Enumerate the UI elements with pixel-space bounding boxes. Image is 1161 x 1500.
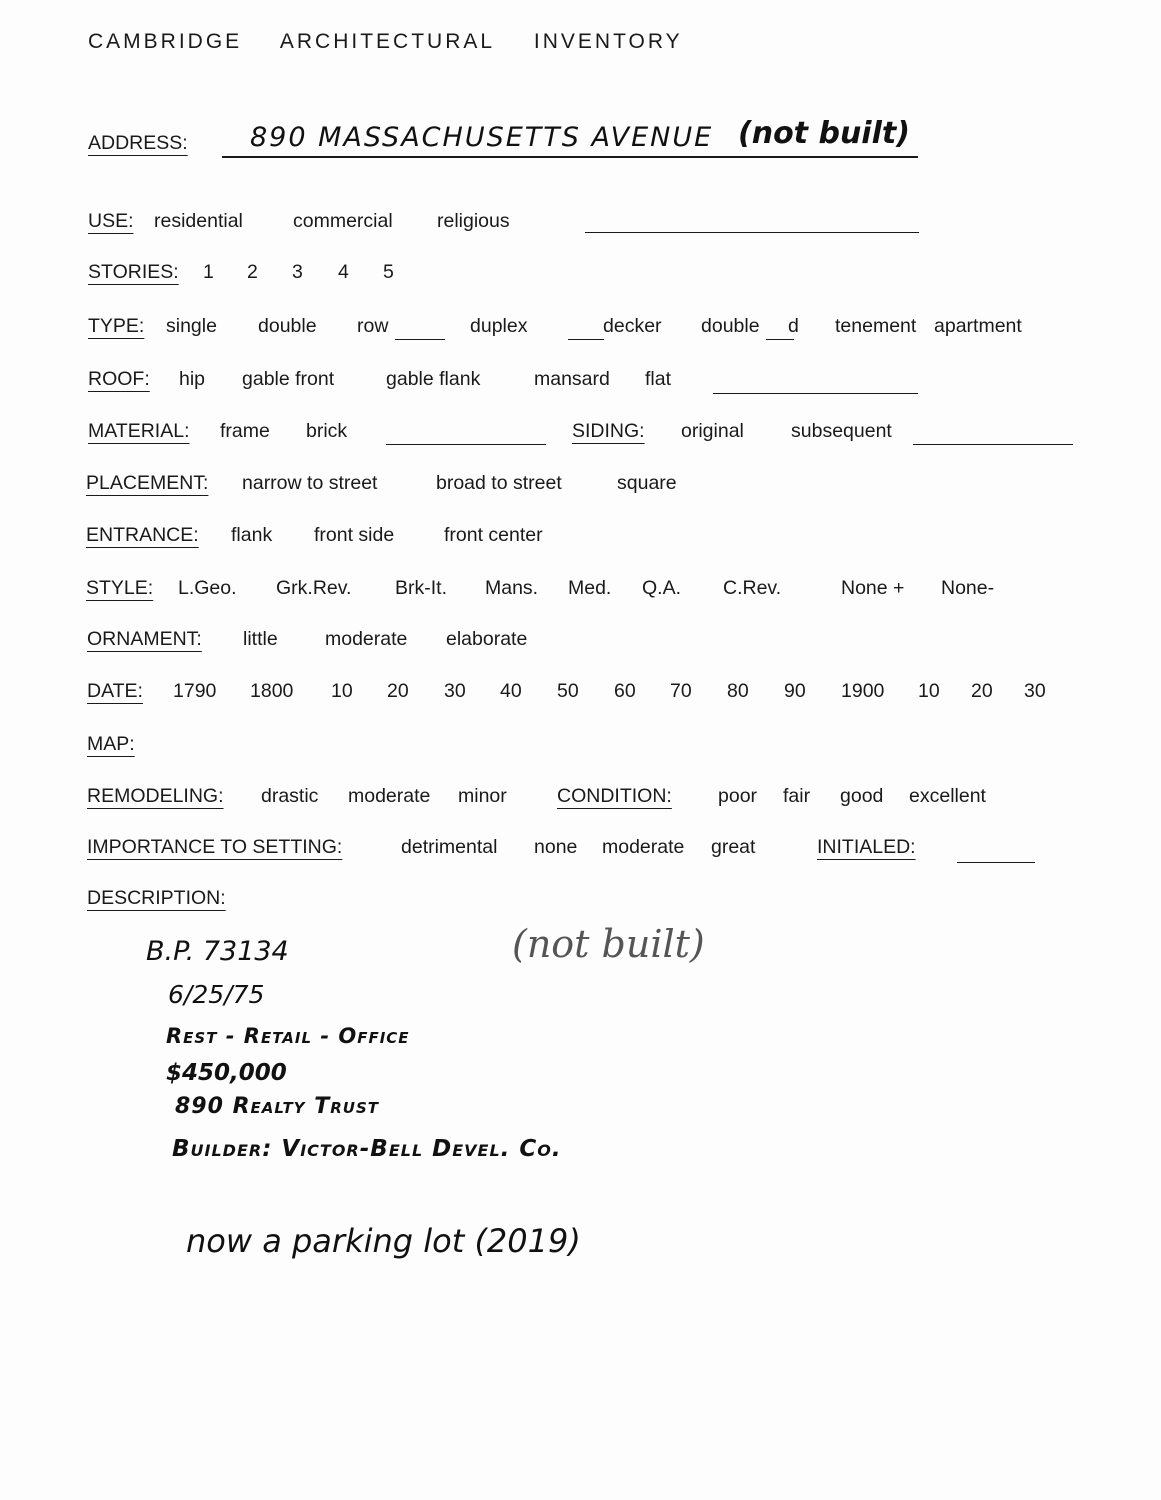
initialed-blank: [957, 862, 1035, 863]
roof-option: hip: [179, 368, 206, 390]
material-blank: [386, 444, 546, 445]
cost: $450,000: [166, 1060, 287, 1086]
type-option: row: [357, 315, 389, 337]
date-label: DATE:: [87, 680, 143, 702]
style-option: None +: [841, 577, 905, 599]
roof-option: flat: [645, 368, 672, 390]
stories-option: 2: [247, 261, 258, 283]
importance-option: none: [534, 836, 578, 858]
date-option: 1790: [173, 680, 217, 702]
material-option: frame: [220, 420, 270, 442]
ornament-option: elaborate: [446, 628, 528, 650]
importance-option: moderate: [602, 836, 685, 858]
importance-option: detrimental: [401, 836, 498, 858]
entrance-option: front center: [444, 524, 543, 546]
date-option: 20: [971, 680, 993, 702]
remodeling-label: REMODELING:: [87, 785, 224, 807]
remodeling-option: moderate: [348, 785, 431, 807]
date-option: 60: [614, 680, 636, 702]
condition-option: excellent: [909, 785, 986, 807]
footer-note: now a parking lot (2019): [186, 1222, 581, 1260]
siding-blank: [913, 444, 1073, 445]
date-option: 90: [784, 680, 806, 702]
style-option: Brk-It.: [395, 577, 447, 599]
type-blank: [766, 339, 794, 340]
style-option: L.Geo.: [178, 577, 237, 599]
use-option: commercial: [293, 210, 393, 232]
description-label: DESCRIPTION:: [87, 887, 226, 909]
map-label: MAP:: [87, 733, 135, 755]
style-option: Med.: [568, 577, 612, 599]
style-label: STYLE:: [86, 577, 154, 599]
type-label: TYPE:: [88, 315, 145, 337]
address-label: ADDRESS:: [88, 132, 188, 154]
roof-option: gable front: [242, 368, 335, 390]
condition-option: fair: [783, 785, 811, 807]
style-option: Grk.Rev.: [276, 577, 352, 599]
placement-option: broad to street: [436, 472, 562, 494]
date-option: 10: [918, 680, 940, 702]
type-option: apartment: [934, 315, 1022, 337]
style-option: None-: [941, 577, 995, 599]
ornament-label: ORNAMENT:: [87, 628, 202, 650]
stories-option: 3: [292, 261, 303, 283]
entrance-label: ENTRANCE:: [86, 524, 199, 546]
date-option: 30: [1024, 680, 1046, 702]
placement-option: narrow to street: [242, 472, 378, 494]
siding-option: subsequent: [791, 420, 892, 442]
date-option: 1800: [250, 680, 294, 702]
date-option: 70: [670, 680, 692, 702]
use-description: Rest - Retail - Office: [166, 1024, 410, 1048]
type-option: d: [788, 315, 799, 337]
address-underline: [222, 156, 918, 158]
condition-option: poor: [718, 785, 758, 807]
stories-option: 1: [203, 261, 214, 283]
date-option: 1900: [841, 680, 885, 702]
condition-option: good: [840, 785, 884, 807]
importance-label: IMPORTANCE TO SETTING:: [87, 836, 343, 858]
type-option: tenement: [835, 315, 917, 337]
permit-date: 6/25/75: [168, 980, 265, 1009]
address-value: 890 MASSACHUSETTS AVENUE: [250, 122, 714, 153]
date-option: 80: [727, 680, 749, 702]
date-option: 50: [557, 680, 579, 702]
placement-option: square: [617, 472, 677, 494]
type-option: duplex: [470, 315, 528, 337]
type-option: double: [701, 315, 760, 337]
address-note: (not built): [738, 116, 910, 151]
roof-option: gable flank: [386, 368, 481, 390]
header-word: INVENTORY: [533, 30, 683, 53]
date-option: 40: [500, 680, 522, 702]
header-word: CAMBRIDGE: [88, 30, 243, 53]
type-option: double: [258, 315, 317, 337]
entrance-option: front side: [314, 524, 395, 546]
condition-label: CONDITION:: [557, 785, 672, 807]
style-option: C.Rev.: [723, 577, 782, 599]
siding-option: original: [681, 420, 744, 442]
ornament-option: little: [243, 628, 278, 650]
type-blank: [395, 339, 445, 340]
material-option: brick: [306, 420, 348, 442]
siding-label: SIDING:: [572, 420, 645, 442]
use-blank: [585, 232, 919, 233]
type-blank: [568, 339, 604, 340]
entrance-option: flank: [231, 524, 273, 546]
owner: 890 Realty Trust: [175, 1094, 379, 1119]
building-permit: B.P. 73134: [146, 936, 289, 967]
builder: Builder: Victor-Bell Devel. Co.: [172, 1136, 562, 1162]
roof-label: ROOF:: [88, 368, 150, 390]
initialed-label: INITIALED:: [817, 836, 916, 858]
roof-blank: [713, 393, 918, 394]
placement-label: PLACEMENT:: [86, 472, 209, 494]
type-option: decker: [603, 315, 662, 337]
type-option: single: [166, 315, 217, 337]
stories-option: 4: [338, 261, 349, 283]
header-word: ARCHITECTURAL: [279, 30, 496, 53]
stories-option: 5: [383, 261, 394, 283]
importance-option: great: [711, 836, 756, 858]
pencil-note: (not built): [512, 922, 705, 966]
use-option: residential: [154, 210, 243, 232]
date-option: 10: [331, 680, 353, 702]
ornament-option: moderate: [325, 628, 408, 650]
material-label: MATERIAL:: [88, 420, 190, 442]
form-header: [88, 30, 713, 54]
date-option: 30: [444, 680, 466, 702]
roof-option: mansard: [534, 368, 610, 390]
use-option: religious: [437, 210, 510, 232]
style-option: Mans.: [485, 577, 539, 599]
remodeling-option: drastic: [261, 785, 319, 807]
stories-label: STORIES:: [88, 261, 179, 283]
remodeling-option: minor: [458, 785, 507, 807]
use-label: USE:: [88, 210, 134, 232]
date-option: 20: [387, 680, 409, 702]
style-option: Q.A.: [642, 577, 682, 599]
